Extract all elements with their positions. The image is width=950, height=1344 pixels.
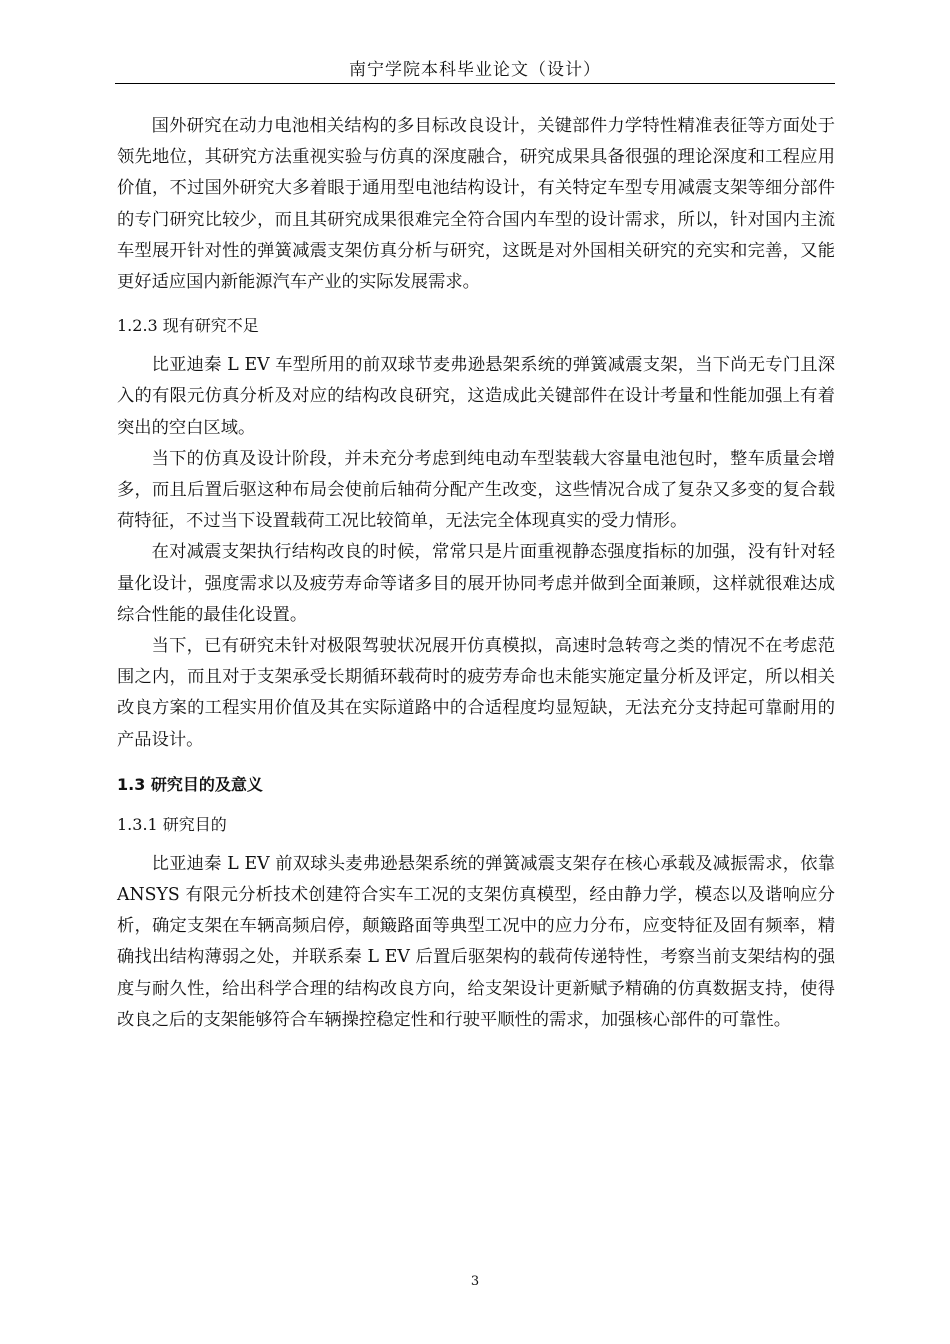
page-body xyxy=(117,111,835,1036)
section-heading-1-3: 1.3 研究目的及意义 xyxy=(117,774,263,794)
paragraph-gap-analysis: 比亚迪秦 L EV 车型所用的前双球节麦弗逊悬架系统的弹簧减震支架，当下尚无专门且深入的有限元仿真分析及对应的结构改良研究，这造成此关键部件在设计考量和性能加强上有着突出的空白区域。 xyxy=(117,355,835,438)
header-divider xyxy=(115,83,835,84)
subsection-heading-1-3-1: 1.3.1 研究目的 xyxy=(117,814,227,834)
paragraph-foreign-research: 国外研究在动力电池相关结构的多目标改良设计，关键部件力学特性精准表征等方面处于领先地位，其研究方法重视实验与仿真的深度融合，研究成果具备很强的理论深度和工程应用价值，不过国外研究大多着眼于通用型电池结构设计，有关特定车型专用减震支架等细分部件的专门研究比较少，而且其研究成果很难完全符合国内车型的设计需求，所以，针对国内主流车型展开针对性的弹簧减震支架仿真分析与研究，这既是对外国相关研究的充实和完善，又能更好适应国内新能源汽车产业的实际发展需求。 xyxy=(117,116,835,293)
paragraph-load-conditions: 当下的仿真及设计阶段，并未充分考虑到纯电动车型装载大容量电池包时，整车质量会增多，而且后置后驱这种布局会使前后轴荷分配产生改变，这些情况合成了复杂又多变的复合载荷特征，不过当下设置载荷工况比较简单，无法完全体现真实的受力情形。 xyxy=(117,448,835,532)
page-number: 3 xyxy=(470,1274,480,1289)
paragraph-optimization-goals: 在对减震支架执行结构改良的时候，常常只是片面重视静态强度指标的加强，没有针对轻量化设计，强度需求以及疲劳寿命等诸多目的展开协同考虑并做到全面兼顾，这样就很难达成综合性能的最佳化设置。 xyxy=(117,542,835,625)
subsection-heading-1-2-3: 1.2.3 现有研究不足 xyxy=(117,316,259,336)
page-header-title: 南宁学院本科毕业论文（设计） xyxy=(349,60,601,80)
paragraph-extreme-conditions: 当下，已有研究未针对极限驾驶状况展开仿真模拟，高速时急转弯之类的情况不在考虑范围之内，而且对于支架承受长期循环载荷时的疲劳寿命也未能实施定量分析及评定，所以相关改良方案的工程实用价值及其在实际道路中的合适程度均显短缺，无法充分支持起可靠耐用的产品设计。 xyxy=(117,636,835,750)
paragraph-research-purpose: 比亚迪秦 L EV 前双球头麦弗逊悬架系统的弹簧减震支架存在核心承载及减振需求，依靠 ANSYS 有限元分析技术创建符合实车工况的支架仿真模型，经由静力学，模态以及谐响应分析，确定支架在车辆高频启停，颠簸路面等典型工况中的应力分布，应变特征及固有频率，精确找出结构薄弱之处，并联系秦 L EV 后置后驱架构的载荷传递特性，考察当前支架结构的强度与耐久性，给出科学合理的结构改良方向，给支架设计更新赋予精确的仿真数据支持，使得改良之后的支架能够符合车辆操控稳定性和行驶平顺性的需求，加强核心部件的可靠性。 xyxy=(117,853,835,1030)
